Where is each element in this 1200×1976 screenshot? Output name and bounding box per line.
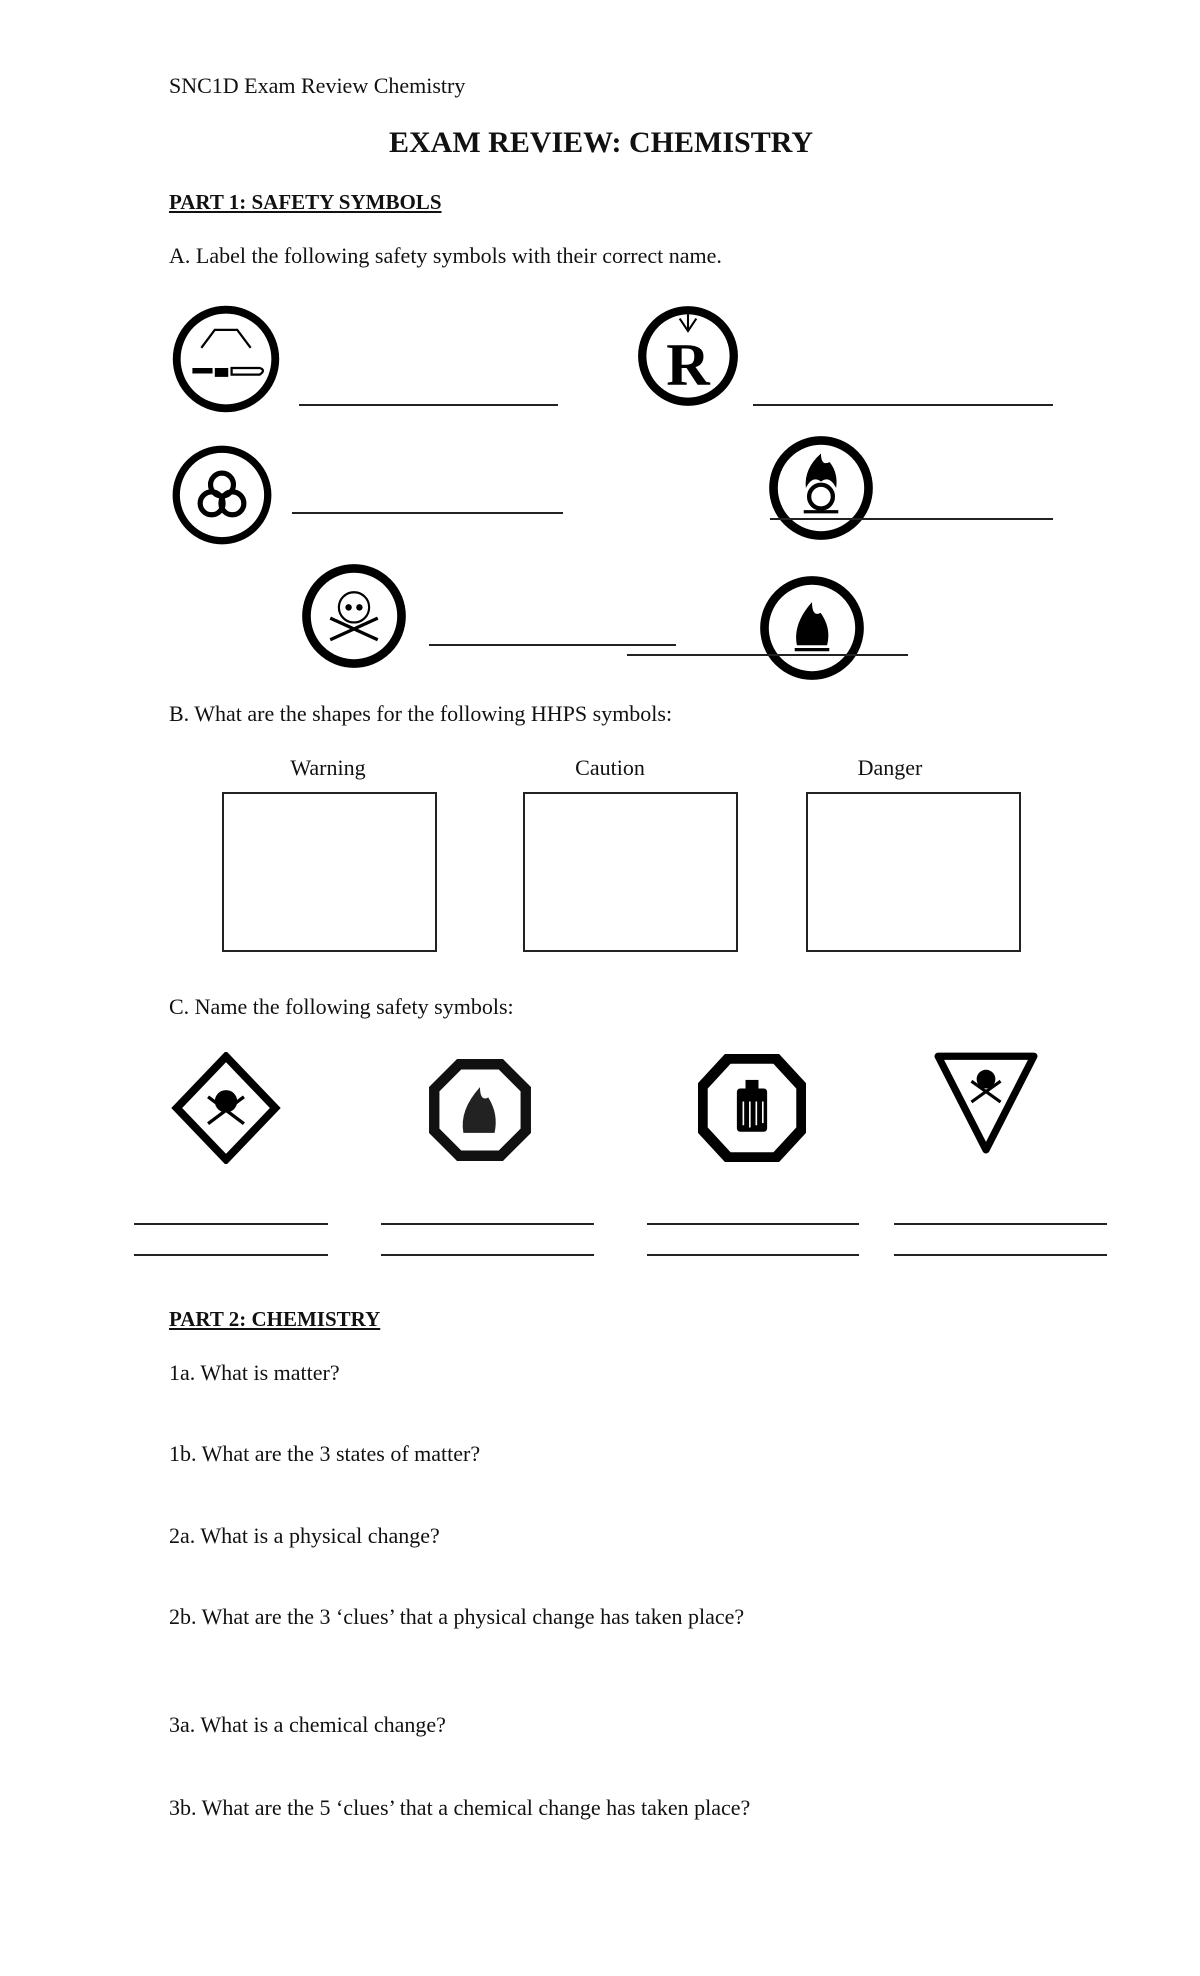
corrosive-icon	[170, 303, 282, 415]
explosive-icon	[636, 304, 740, 408]
question-2a: 2a. What is a physical change?	[169, 1523, 440, 1548]
page-title: EXAM REVIEW: CHEMISTRY	[389, 126, 813, 159]
poison-triangle-icon	[930, 1050, 1042, 1154]
answer-line[interactable]	[894, 1223, 1107, 1225]
svg-text:R: R	[666, 332, 710, 400]
poison-icon	[300, 562, 408, 670]
biohazard-icon	[170, 443, 274, 547]
warning-shape-box[interactable]	[222, 792, 437, 952]
corrosive-octagon-icon	[698, 1054, 806, 1162]
answer-line-oxidizer[interactable]	[770, 518, 1053, 520]
oxidizer-icon	[767, 434, 875, 542]
answer-line-explosive[interactable]	[753, 404, 1053, 406]
question-1a: 1a. What is matter?	[169, 1360, 340, 1385]
question-3b: 3b. What are the 5 ‘clues’ that a chemical change has taken place?	[169, 1795, 751, 1820]
answer-line[interactable]	[647, 1254, 859, 1256]
page-header: SNC1D Exam Review Chemistry	[169, 73, 466, 98]
flammable-icon	[758, 574, 866, 682]
section-a-prompt: A. Label the following safety symbols with their correct name.	[169, 243, 722, 268]
answer-line[interactable]	[134, 1223, 328, 1225]
answer-line[interactable]	[134, 1254, 328, 1256]
answer-line-flammable[interactable]	[627, 654, 908, 656]
section-c-prompt: C. Name the following safety symbols:	[169, 994, 514, 1019]
question-1b: 1b. What are the 3 states of matter?	[169, 1441, 481, 1466]
answer-line[interactable]	[381, 1254, 594, 1256]
flammable-octagon-icon	[428, 1058, 532, 1162]
part2-heading: PART 2: CHEMISTRY	[169, 1307, 381, 1331]
answer-line[interactable]	[894, 1254, 1107, 1256]
caution-shape-box[interactable]	[523, 792, 738, 952]
question-2b: 2b. What are the 3 ‘clues’ that a physical change has taken place?	[169, 1604, 745, 1629]
answer-line[interactable]	[381, 1223, 594, 1225]
question-3a: 3a. What is a chemical change?	[169, 1712, 446, 1737]
poison-diamond-icon	[170, 1052, 282, 1164]
label-danger: Danger	[857, 755, 923, 780]
answer-line[interactable]	[647, 1223, 859, 1225]
part1-heading: PART 1: SAFETY SYMBOLS	[169, 190, 442, 214]
label-warning: Warning	[290, 755, 366, 780]
answer-line-poison[interactable]	[429, 644, 676, 646]
answer-line-biohazard[interactable]	[292, 512, 563, 514]
section-b-prompt: B. What are the shapes for the following HHPS symbols:	[169, 701, 673, 726]
label-caution: Caution	[575, 755, 645, 780]
answer-line-corrosive[interactable]	[299, 404, 558, 406]
danger-shape-box[interactable]	[806, 792, 1021, 952]
